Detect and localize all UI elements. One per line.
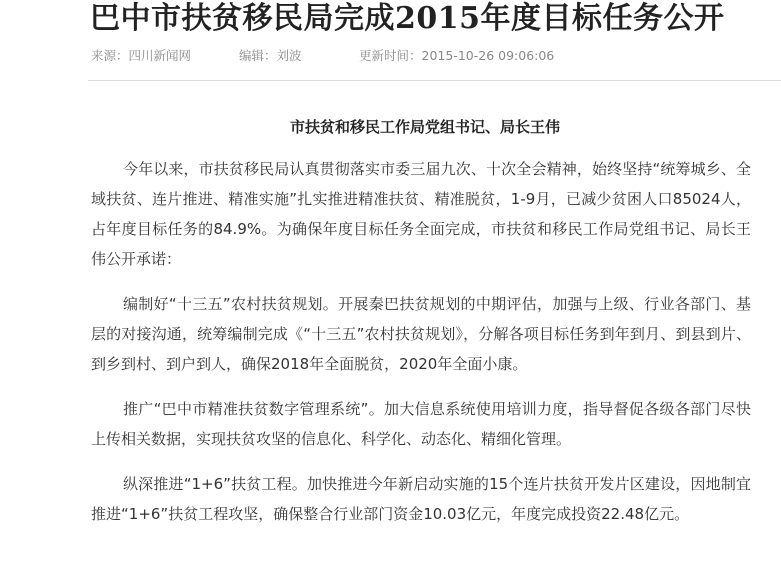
article-editor: 编辑：刘波 <box>239 48 302 63</box>
article-meta <box>91 47 554 65</box>
header-divider <box>88 80 781 81</box>
article-title: 巴中市扶贫移民局完成2015年度目标任务公开 <box>90 1 725 36</box>
article-source: 来源：四川新闻网 <box>91 48 192 63</box>
article-subtitle: 市扶贫和移民工作局党组书记、局长王伟 <box>289 118 560 136</box>
article-paragraph-1: 今年以来，市扶贫移民局认真贯彻落实市委三届九次、十次全会精神，始终坚持“统筹城乡、全域扶贫、连片推进、精准实施”扎实推进精准扶贫、精准脱贫，1-9月，已减少贫困人口85024人，占年度目标任务的84.9%。为确保年度目标任务全面完成，市扶贫和移民工作局党组书记、局长王伟公开承诺： <box>91 160 751 268</box>
article-paragraph-2: 编制好“十三五”农村扶贫规划。开展秦巴扶贫规划的中期评估，加强与上级、行业各部门、基层的对接沟通，统筹编制完成《“十三五”农村扶贫规划》，分解各项目标任务到年到月、到县到片、到乡到村、到户到人，确保2018年全面脱贫，2020年全面小康。 <box>91 295 751 373</box>
article-paragraph-4: 纵深推进“1+6”扶贫工程。加快推进今年新启动实施的15个连片扶贫开发片区建设，因地制宜推进“1+6”扶贫工程攻坚，确保整合行业部门资金10.03亿元，年度完成投资22.48亿元。 <box>91 475 751 523</box>
article-updated-time: 更新时间：2015-10-26 09:06:06 <box>359 48 555 63</box>
article-paragraph-3: 推广“巴中市精准扶贫数字管理系统”。加大信息系统使用培训力度，指导督促各级各部门尽快上传相关数据，实现扶贫攻坚的信息化、科学化、动态化、精细化管理。 <box>91 400 751 448</box>
article-body <box>91 112 751 544</box>
